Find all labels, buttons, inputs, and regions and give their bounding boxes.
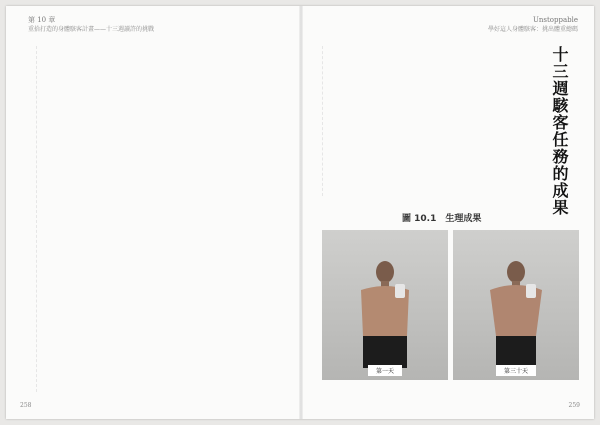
left-running-head: 重拾打造的身體駭客計畫——十三週讀許的挑戰 (28, 26, 155, 33)
person-silhouette-icon (486, 258, 546, 368)
after-photo-label: 第三十天 (496, 365, 536, 376)
before-photo (322, 230, 448, 380)
book-spread (6, 6, 594, 419)
running-head-title: Unstoppable (532, 16, 578, 24)
right-page (302, 6, 594, 419)
right-running-header (488, 16, 578, 34)
figure-title: 圖 10.1 生理成果 (402, 214, 482, 224)
person-silhouette-icon (355, 258, 415, 368)
after-photo (453, 230, 579, 380)
left-running-header (28, 16, 154, 34)
right-page-number: 259 (568, 402, 580, 409)
chapter-title: 十三週駭客任務的成果 (550, 46, 569, 216)
running-head-subtitle: 學好這人身體駭客：挑出體重總碼 (487, 26, 578, 33)
left-page (6, 6, 298, 419)
right-body-text-area (322, 46, 533, 196)
chapter-label: 第 10 章 (28, 16, 56, 24)
left-page-number: 258 (20, 402, 32, 409)
left-body-text-area (36, 46, 285, 392)
before-photo-label: 第一天 (368, 365, 402, 376)
